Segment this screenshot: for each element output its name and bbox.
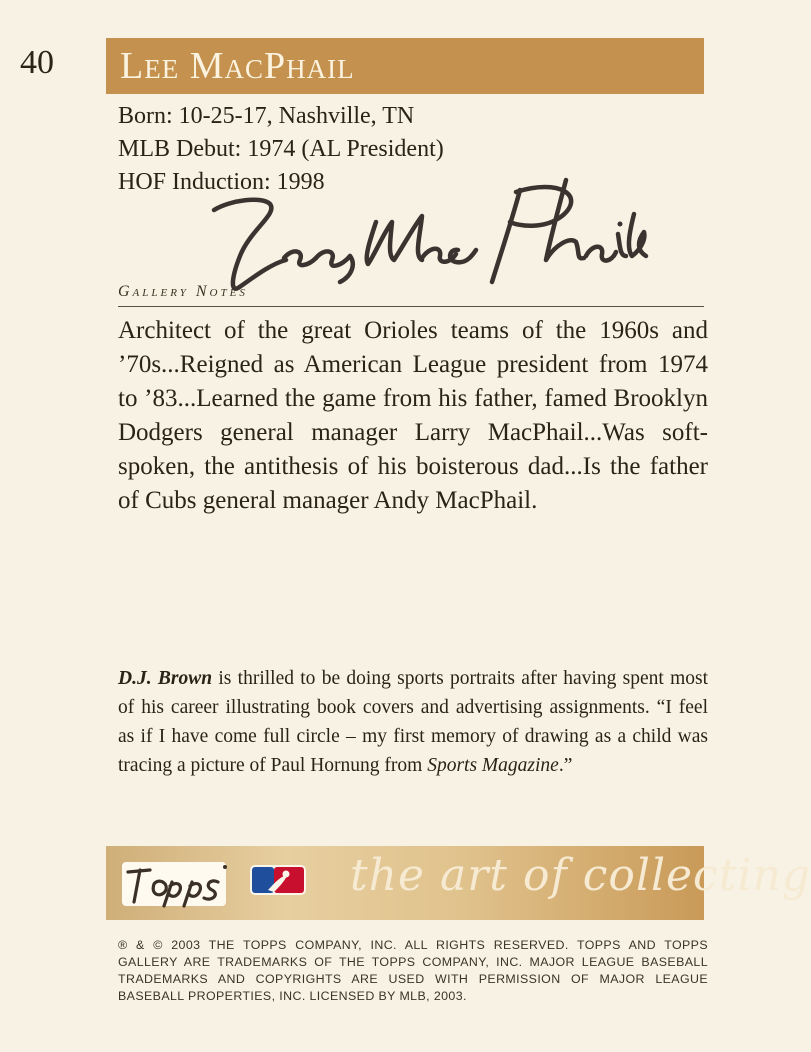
artist-magazine: Sports Magazine: [427, 755, 559, 776]
gallery-notes-heading: Gallery Notes: [118, 283, 248, 300]
notes-divider: [118, 306, 704, 307]
topps-logo-icon: [106, 846, 346, 920]
artist-note: [118, 664, 708, 780]
art-of-collecting-tagline: the art of collecting: [350, 850, 811, 901]
name-banner: [106, 38, 704, 94]
artist-closing: .”: [558, 755, 573, 776]
hof-line: HOF Induction: 1998: [118, 169, 325, 195]
mlb-logo-icon: [250, 865, 306, 895]
legal-copyright: ® & © 2003 THE TOPPS COMPANY, INC. ALL RIGHTS RESERVED. TOPPS AND TOPPS GALLERY ARE TRADEMARKS OF THE TOPPS COMPANY, INC. MAJOR LEAGUE BASEBALL TRADEMARKS AND COPYRIGHTS ARE USED WITH PERMISSION OF MAJOR LEAGUE BASEBALL PROPERTIES, INC. LICENSED BY MLB, 2003.: [118, 938, 708, 1003]
debut-line: MLB Debut: 1974 (AL President): [118, 136, 444, 162]
gallery-notes-text: Architect of the great Orioles teams of the 1960s and ’70s...Reigned as American League president from 1974 to ’83...Learned the game from his father, famed Brooklyn Dodgers general manager Larry MacPhail...Was soft-spoken, the antithesis of his boisterous dad...Is the father of Cubs general manager Andy MacPhail.: [118, 317, 708, 514]
artist-name: D.J. Brown: [118, 668, 213, 689]
art-of-collecting-band: [106, 846, 811, 920]
autograph-signature: [200, 160, 660, 300]
artist-text: is thrilled to be doing sports portraits after having spent most of his career illustrating book covers and advertising assignments. “I feel as if I have come full circle – my first memory of drawing as a child was tracing a picture of Paul Hornung from: [118, 668, 709, 776]
card-number: 40: [20, 44, 54, 81]
player-name: Lee MacPhail: [120, 45, 355, 87]
born-line: Born: 10-25-17, Nashville, TN: [118, 103, 415, 129]
